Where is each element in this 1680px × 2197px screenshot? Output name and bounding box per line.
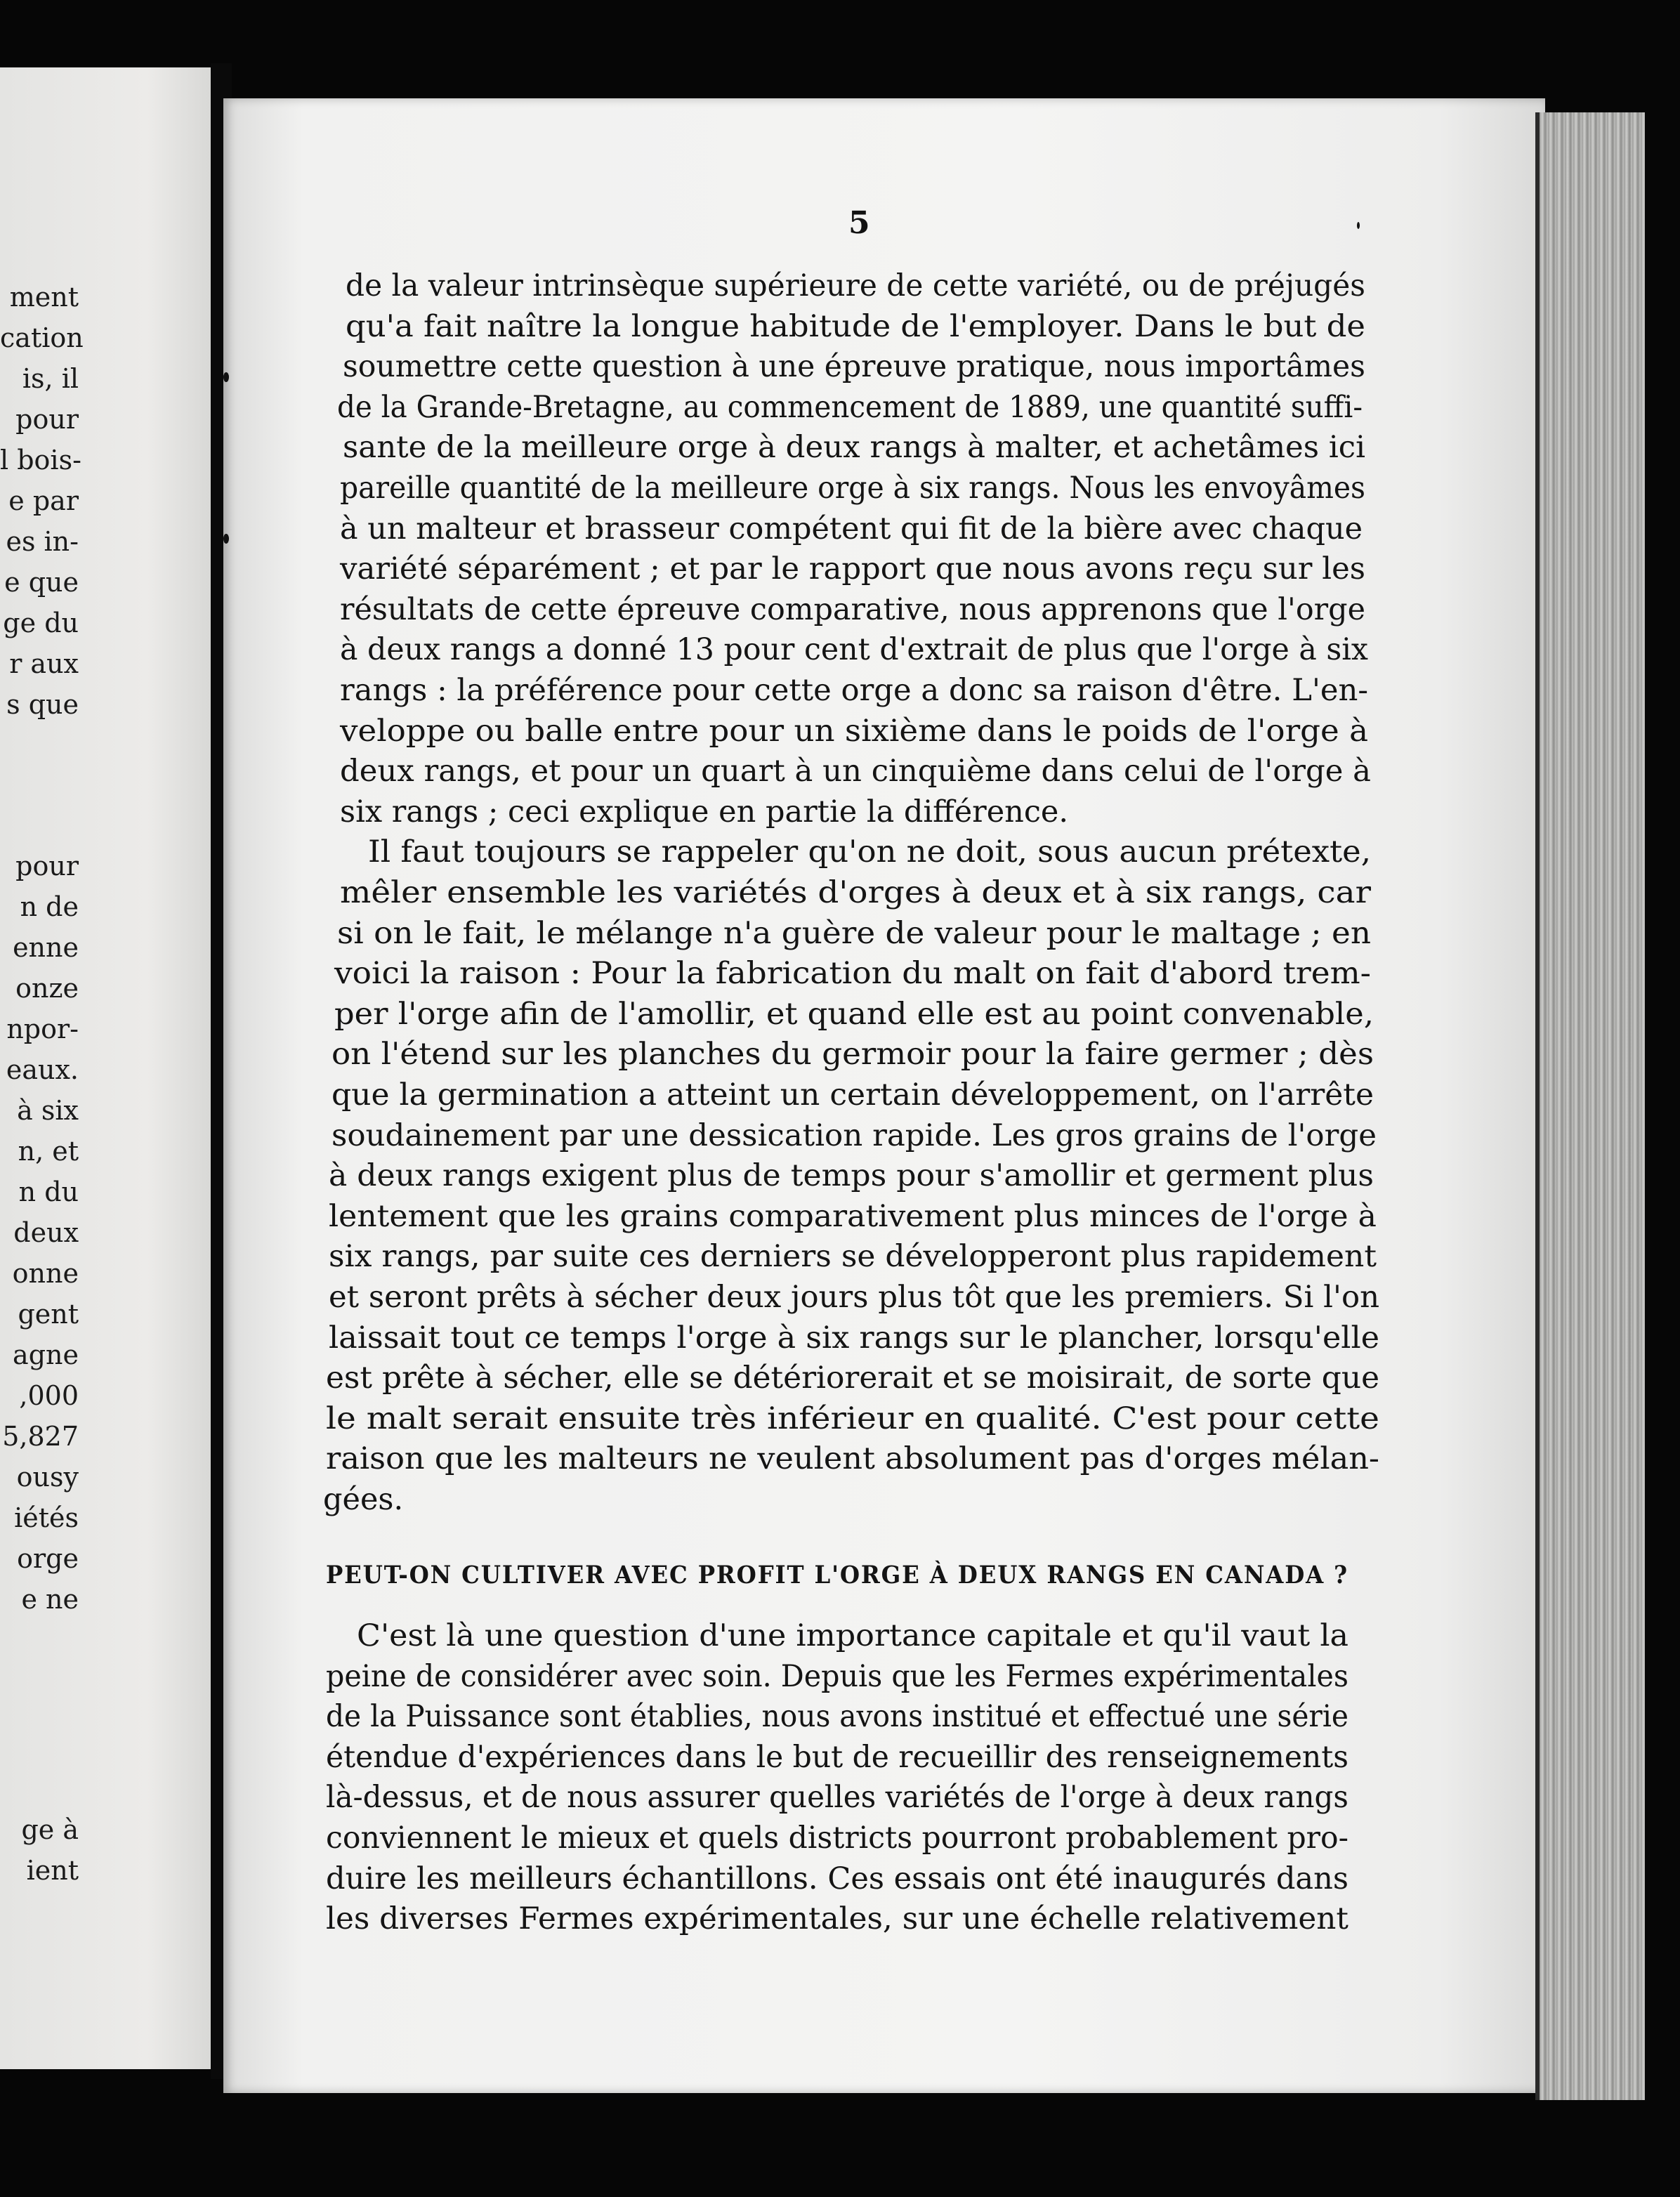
left-page-line-fragment: à six xyxy=(17,1095,79,1126)
text-line: lentement que les grains comparativement plus minces de l'orge à xyxy=(329,1199,1377,1234)
left-page-line-fragment: ge à xyxy=(21,1814,79,1845)
text-line: et seront prêts à sécher deux jours plus tôt que les premiers. Si l'on xyxy=(329,1280,1379,1315)
left-page-line-fragment: e que xyxy=(4,567,79,598)
left-page-line-fragment: n de xyxy=(20,891,79,922)
left-page-line-fragment: deux xyxy=(13,1217,79,1248)
left-page-line-fragment: e par xyxy=(8,485,79,516)
text-line: six rangs ; ceci explique en partie la différence. xyxy=(340,794,1069,829)
text-line: que la germination a atteint un certain développement, on l'arrête xyxy=(332,1077,1374,1113)
text-line: résultats de cette épreuve comparative, nous apprenons que l'orge xyxy=(340,592,1365,627)
left-page-line-fragment: iétés xyxy=(14,1502,79,1533)
text-line: étendue d'expériences dans le but de recueillir des renseignements xyxy=(326,1740,1348,1775)
text-line: de la Grande-Bretagne, au commencement de 1889, une quantité suffi- xyxy=(337,390,1363,425)
text-line: conviennent le mieux et quels districts pourront probablement pro- xyxy=(326,1821,1348,1856)
left-page-line-fragment: pour xyxy=(15,851,79,881)
left-page-line-fragment: enne xyxy=(13,932,79,963)
left-page-line-fragment: onne xyxy=(12,1258,79,1289)
book-page-edges xyxy=(1535,112,1645,2100)
left-page-line-fragment: gent xyxy=(18,1299,79,1330)
left-page-line-fragment: es in- xyxy=(6,526,79,557)
left-page-line-fragment: agne xyxy=(13,1339,79,1370)
text-line: raison que les malteurs ne veulent absolument pas d'orges mélan- xyxy=(326,1441,1379,1476)
left-page-line-fragment: ,000 xyxy=(19,1380,79,1411)
left-page-line-fragment: n, et xyxy=(18,1136,79,1167)
left-page-line-fragment: ousy xyxy=(16,1462,79,1493)
section-heading: PEUT-ON CULTIVER AVEC PROFIT L'ORGE À DEUX RANGS EN CANADA ? xyxy=(326,1561,1348,1589)
text-line: de la valeur intrinsèque supérieure de cette variété, ou de préjugés xyxy=(346,268,1365,303)
text-line: qu'a fait naître la longue habitude de l'employer. Dans le but de xyxy=(346,309,1365,344)
left-page-line-fragment: eaux. xyxy=(6,1054,79,1085)
left-page-line-fragment: 5,827 xyxy=(2,1421,79,1452)
left-page-line-fragment: e ne xyxy=(21,1584,79,1615)
text-line: Il faut toujours se rappeler qu'on ne doit, sous aucun prétexte, xyxy=(368,834,1371,870)
text-line: C'est là une question d'une importance capitale et qu'il vaut la xyxy=(357,1618,1349,1653)
left-page-line-fragment: ient xyxy=(26,1855,79,1886)
text-line: là-dessus, et de nous assurer quelles variétés de l'orge à deux rangs xyxy=(326,1780,1348,1815)
text-line: voici la raison : Pour la fabrication du malt on fait d'abord trem- xyxy=(334,956,1371,991)
text-line: six rangs, par suite ces derniers se développeront plus rapidement xyxy=(329,1239,1377,1274)
left-page-line-fragment: ge du xyxy=(3,608,79,638)
text-line: peine de considérer avec soin. Depuis que les Fermes expérimentales xyxy=(326,1659,1348,1694)
text-line: le malt serait ensuite très inférieur en qualité. C'est pour cette xyxy=(326,1401,1379,1436)
text-line: variété séparément ; et par le rapport que nous avons reçu sur les xyxy=(340,551,1365,586)
left-page-line-fragment: n du xyxy=(18,1176,79,1207)
ink-speck xyxy=(1357,222,1360,229)
text-line: rangs : la préférence pour cette orge a donc sa raison d'être. L'en- xyxy=(340,673,1368,708)
page-number: 5 xyxy=(848,205,870,241)
text-line: laissait tout ce temps l'orge à six rangs sur le plancher, lorsqu'elle xyxy=(329,1320,1379,1356)
left-page-line-fragment: orge xyxy=(17,1543,79,1574)
text-line: per l'orge afin de l'amollir, et quand elle est au point convenable, xyxy=(334,997,1374,1032)
text-line: deux rangs, et pour un quart à un cinquième dans celui de l'orge à xyxy=(340,754,1371,789)
left-page-line-fragment: npor- xyxy=(6,1014,79,1044)
text-line: soudainement par une dessication rapide. Les gros grains de l'orge xyxy=(332,1118,1377,1153)
text-line: veloppe ou balle entre pour un sixième dans le poids de l'orge à xyxy=(340,714,1369,749)
left-page-line-fragment: is, il xyxy=(22,363,79,394)
left-page-line-fragment: onze xyxy=(15,973,79,1004)
text-line: à un malteur et brasseur compétent qui fit de la bière avec chaque xyxy=(340,511,1363,546)
left-page-line-fragment: pour xyxy=(15,404,79,435)
ink-speck xyxy=(223,372,229,382)
text-line: soumettre cette question à une épreuve pratique, nous importâmes xyxy=(343,349,1365,384)
text-line: à deux rangs a donné 13 pour cent d'extrait de plus que l'orge à six xyxy=(340,632,1368,667)
text-line: mêler ensemble les variétés d'orges à deux et à six rangs, car xyxy=(340,875,1371,910)
text-line: si on le fait, le mélange n'a guère de valeur pour le maltage ; en xyxy=(337,916,1371,951)
left-page-line-fragment: ment xyxy=(9,282,79,313)
left-page-line-fragment: s que xyxy=(6,689,79,720)
left-page-line-fragment: r aux xyxy=(9,648,79,679)
text-line: duire les meilleurs échantillons. Ces essais ont été inaugurés dans xyxy=(326,1861,1348,1896)
ink-speck xyxy=(223,534,229,544)
text-line: les diverses Fermes expérimentales, sur une échelle relativement xyxy=(326,1901,1348,1936)
text-line: gées. xyxy=(323,1482,404,1517)
text-line: sante de la meilleure orge à deux rangs à malter, et achetâmes ici xyxy=(343,430,1366,465)
text-line: est prête à sécher, elle se détériorerait et se moisirait, de sorte que xyxy=(326,1360,1379,1396)
left-page-line-fragment: cation xyxy=(0,322,84,353)
left-page-line-fragment: l bois- xyxy=(0,445,81,476)
text-line: de la Puissance sont établies, nous avons institué et effectué une série xyxy=(326,1699,1348,1734)
text-line: à deux rangs exigent plus de temps pour s'amollir et germent plus xyxy=(329,1158,1374,1193)
text-line: on l'étend sur les planches du germoir pour la faire germer ; dès xyxy=(332,1037,1374,1072)
text-line: pareille quantité de la meilleure orge à six rangs. Nous les envoyâmes xyxy=(340,471,1365,506)
